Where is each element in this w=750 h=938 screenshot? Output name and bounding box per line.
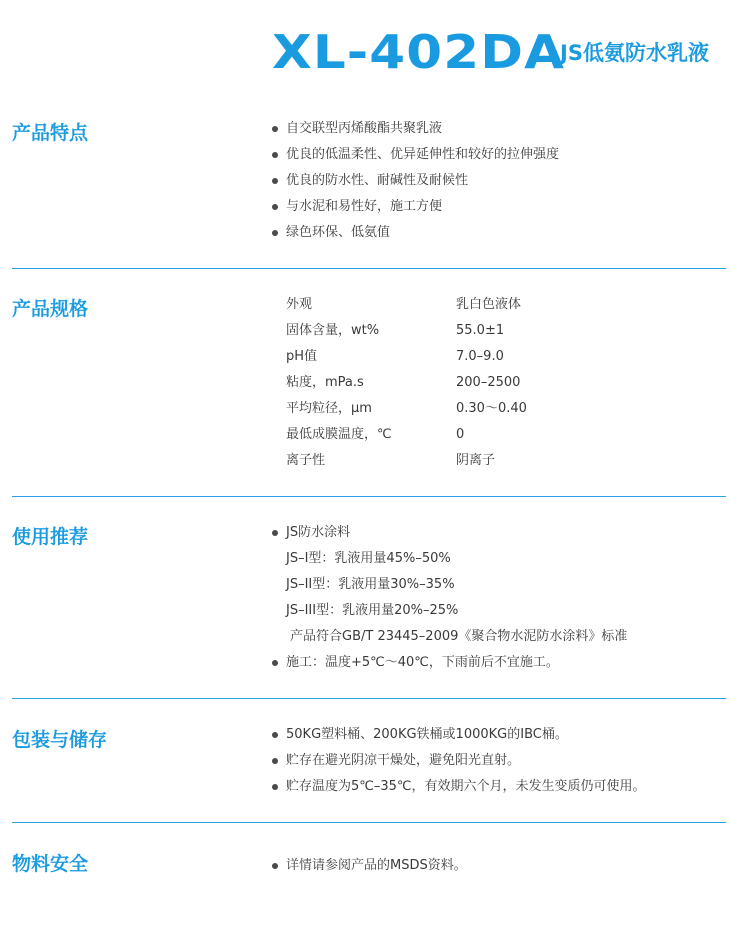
bullet-icon: [272, 732, 278, 738]
usage-heading: 使用推荐: [12, 526, 89, 548]
list-item: 自交联型丙烯酸酯共聚乳液: [270, 116, 559, 142]
table-row: 固体含量，wt% 55.0±1: [286, 323, 505, 338]
list-item: JS–I型：乳液用量45%–50%: [286, 551, 451, 566]
list-item: 贮存在避光阴凉干燥处，避免阳光直射。: [270, 748, 646, 774]
table-row: pH值 7.0–9.0: [286, 349, 504, 364]
list-item: JS防水涂料: [270, 520, 627, 546]
product-subtitle: JS低氨防水乳液: [560, 41, 709, 65]
safety-list: [270, 853, 467, 879]
table-row: 最低成膜温度，℃ 0: [286, 427, 465, 442]
section-divider: [12, 698, 726, 699]
bullet-icon: [272, 126, 278, 132]
table-row: 外观 乳白色液体: [286, 297, 522, 312]
features-heading: 产品特点: [12, 122, 89, 144]
features-list: [270, 116, 559, 246]
table-row: 离子性 阴离子: [286, 453, 496, 468]
bullet-icon: [272, 784, 278, 790]
bullet-icon: [272, 530, 278, 536]
table-row: 粘度，mPa.s 200–2500: [286, 375, 521, 390]
product-model-title: XL-402DA: [272, 25, 566, 79]
bullet-icon: [272, 230, 278, 236]
bullet-icon: [272, 152, 278, 158]
list-item: 施工：温度+5℃～40℃，下雨前后不宜施工。: [270, 650, 627, 676]
list-item: 详情请参阅产品的MSDS资料。: [270, 853, 467, 879]
section-divider: [12, 268, 726, 269]
safety-heading: 物料安全: [12, 853, 89, 875]
list-item: 与水泥和易性好，施工方便: [270, 194, 559, 220]
usage-list: [270, 520, 627, 676]
bullet-icon: [272, 863, 278, 869]
list-item: 产品符合GB/T 23445–2009《聚合物水泥防水涂料》标准: [290, 629, 628, 644]
list-item: 绿色环保、低氨值: [270, 220, 559, 246]
list-item: 优良的防水性、耐碱性及耐候性: [270, 168, 559, 194]
bullet-icon: [272, 660, 278, 666]
bullet-icon: [272, 204, 278, 210]
bullet-icon: [272, 178, 278, 184]
list-item: 优良的低温柔性、优异延伸性和较好的拉伸强度: [270, 142, 559, 168]
packaging-heading: 包装与储存: [12, 729, 108, 751]
spec-table: [286, 292, 527, 474]
list-item: JS–III型：乳液用量20%–25%: [286, 603, 459, 618]
section-divider: [12, 496, 726, 497]
list-item: 50KG塑料桶、200KG铁桶或1000KG的IBC桶。: [270, 722, 646, 748]
list-item: JS–II型：乳液用量30%–35%: [286, 577, 455, 592]
packaging-list: [270, 722, 646, 800]
bullet-icon: [272, 758, 278, 764]
section-divider: [12, 822, 726, 823]
specs-heading: 产品规格: [12, 298, 89, 320]
table-row: 平均粒径，μm 0.30～0.40: [286, 401, 527, 416]
list-item: 贮存温度为5℃–35℃，有效期六个月，未发生变质仍可使用。: [270, 774, 646, 800]
